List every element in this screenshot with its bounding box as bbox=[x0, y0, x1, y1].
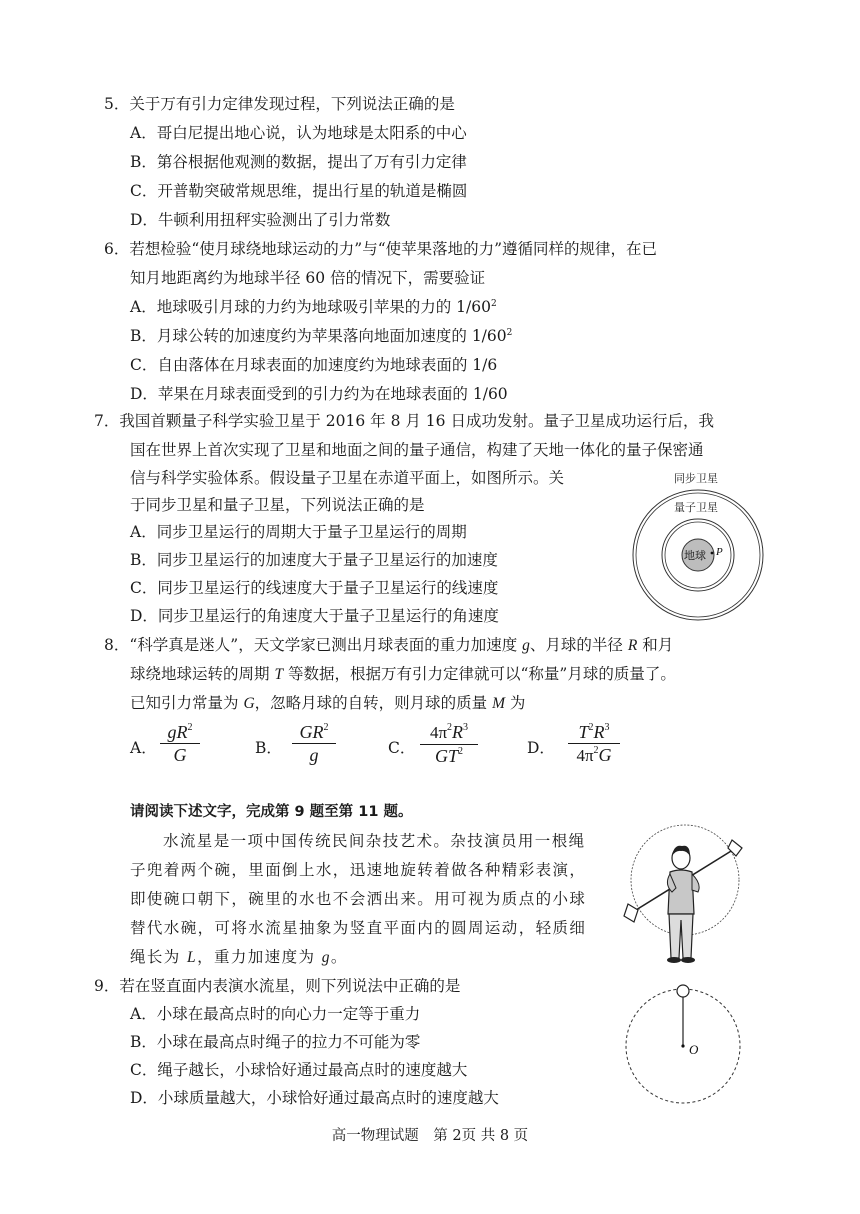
earth-label: 地球 bbox=[684, 549, 706, 562]
q6-option-a: A．地球吸引月球的力约为地球吸引苹果的力的 $1/60^2$ bbox=[130, 298, 497, 316]
bowl-right bbox=[728, 840, 742, 856]
q8-option-c-label: C． bbox=[388, 739, 416, 757]
q7-option-b: B．同步卫星运行的加速度大于量子卫星运行的加速度 bbox=[130, 551, 498, 569]
reading-para-line2: 子兜着两个碗，里面倒上水，迅速地旋转着做各种精彩表演， bbox=[130, 861, 587, 879]
bowl-left bbox=[624, 904, 638, 922]
point-p bbox=[711, 552, 714, 555]
q8-option-d-fraction: $T^2R^3$ $4\pi^2G$ bbox=[568, 721, 620, 767]
reading-para-line5: 绳长为 L，重力加速度为 g。 bbox=[130, 948, 348, 966]
orbit-diagram bbox=[626, 466, 772, 622]
q7-stem-line1: 7．我国首颗量子科学实验卫星于 2016 年 8 月 16 日成功发射。量子卫星成功运行后，我 bbox=[94, 412, 714, 430]
point-p-label: P bbox=[716, 546, 723, 558]
q5-option-d: D．牛顿利用扭秤实验测出了引力常数 bbox=[130, 211, 391, 229]
q8-line2: 球绕地球运转的周期 T 等数据，根据万有引力定律就可以“称量”月球的质量了。 bbox=[130, 665, 676, 683]
reading-para-line4: 替代水碗，可将水流星抽象为竖直平面内的圆周运动，轻质细 bbox=[130, 919, 587, 937]
q7-stem-line4: 于同步卫星和量子卫星，下列说法正确的是 bbox=[130, 496, 425, 514]
q7-option-a: A．同步卫星运行的周期大于量子卫星运行的周期 bbox=[130, 523, 467, 541]
reading-para-line1: 水流星是一项中国传统民间杂技艺术。杂技演员用一根绳 bbox=[163, 832, 586, 850]
q6-stem-line2: 知月地距离约为地球半径 60 倍的情况下，需要验证 bbox=[130, 269, 486, 287]
q9-option-b: B．小球在最高点时绳子的拉力不可能为零 bbox=[130, 1033, 421, 1051]
quantum-satellite-label: 量子卫星 bbox=[674, 501, 718, 514]
q8-line3: 已知引力常量为 G，忽略月球的自转，则月球的质量 M 为 bbox=[130, 694, 526, 712]
q9-stem: 9．若在竖直面内表演水流星，则下列说法中正确的是 bbox=[94, 977, 461, 995]
q9-option-d: D．小球质量越大，小球恰好通过最高点时的速度越大 bbox=[130, 1089, 499, 1107]
center-label: O bbox=[689, 1042, 699, 1057]
performer-shoe-left bbox=[667, 957, 681, 963]
q5-option-b: B．第谷根据他观测的数据，提出了万有引力定律 bbox=[130, 153, 467, 171]
q8-option-a-fraction: $gR^2$ G bbox=[160, 721, 200, 766]
q7-option-c: C．同步卫星运行的线速度大于量子卫星运行的线速度 bbox=[130, 579, 499, 597]
reading-para-line3: 即使碗口朝下，碗里的水也不会洒出来。用可视为质点的小球 bbox=[130, 890, 587, 908]
q5-option-c: C．开普勒突破常规思维，提出行星的轨道是椭圆 bbox=[130, 182, 468, 200]
page-footer: 高一物理试题 第 2页 共 8 页 bbox=[331, 1128, 529, 1144]
q8-line1: 8．“科学真是迷人”，天文学家已测出月球表面的重力加速度 g、月球的半径 R 和月 bbox=[104, 636, 674, 654]
performer-arm-right bbox=[692, 874, 699, 892]
q8-option-a-label: A． bbox=[130, 739, 157, 757]
q8-option-d-label: D． bbox=[527, 739, 555, 757]
water-meteor-performer-illustration bbox=[622, 818, 752, 970]
center-point bbox=[681, 1044, 684, 1047]
q8-option-c-fraction: $4\pi^2R^3$ $GT^2$ bbox=[420, 721, 478, 767]
q6-stem-line1: 6．若想检验“使月球绕地球运动的力”与“使苹果落地的力”遵循同样的规律，在已 bbox=[104, 240, 658, 258]
sync-satellite-label: 同步卫星 bbox=[674, 472, 718, 485]
q9-option-a: A．小球在最高点时的向心力一定等于重力 bbox=[130, 1005, 421, 1023]
q6-option-c: C．自由落体在月球表面的加速度约为地球表面的 1/6 bbox=[130, 356, 498, 374]
reading-intro: 请阅读下述文字，完成第 9 题至第 11 题。 bbox=[130, 804, 413, 820]
q8-option-b-fraction: $GR^2$ g bbox=[292, 721, 336, 766]
q6-option-b: B．月球公转的加速度约为苹果落向地面加速度的 $1/60^2$ bbox=[130, 327, 513, 345]
vertical-circle-diagram bbox=[622, 982, 748, 1108]
q7-stem-line3: 信与科学实验体系。假设量子卫星在赤道平面上，如图所示。关 bbox=[130, 469, 565, 487]
q6-option-d: D．苹果在月球表面受到的引力约为在地球表面的 1/60 bbox=[130, 385, 508, 403]
ball bbox=[677, 985, 689, 997]
q9-option-c: C．绳子越长，小球恰好通过最高点时的速度越大 bbox=[130, 1061, 468, 1079]
q8-option-b-label: B． bbox=[255, 739, 282, 757]
performer-legs bbox=[669, 914, 693, 958]
q5-option-a: A．哥白尼提出地心说，认为地球是太阳系的中心 bbox=[130, 124, 467, 142]
performer-shoe-right bbox=[681, 957, 695, 963]
q7-stem-line2: 国在世界上首次实现了卫星和地面之间的量子通信，构建了天地一体化的量子保密通 bbox=[130, 441, 704, 459]
q5-stem: 5．关于万有引力定律发现过程，下列说法正确的是 bbox=[104, 95, 455, 113]
q7-option-d: D．同步卫星运行的角速度大于量子卫星运行的角速度 bbox=[130, 607, 499, 625]
